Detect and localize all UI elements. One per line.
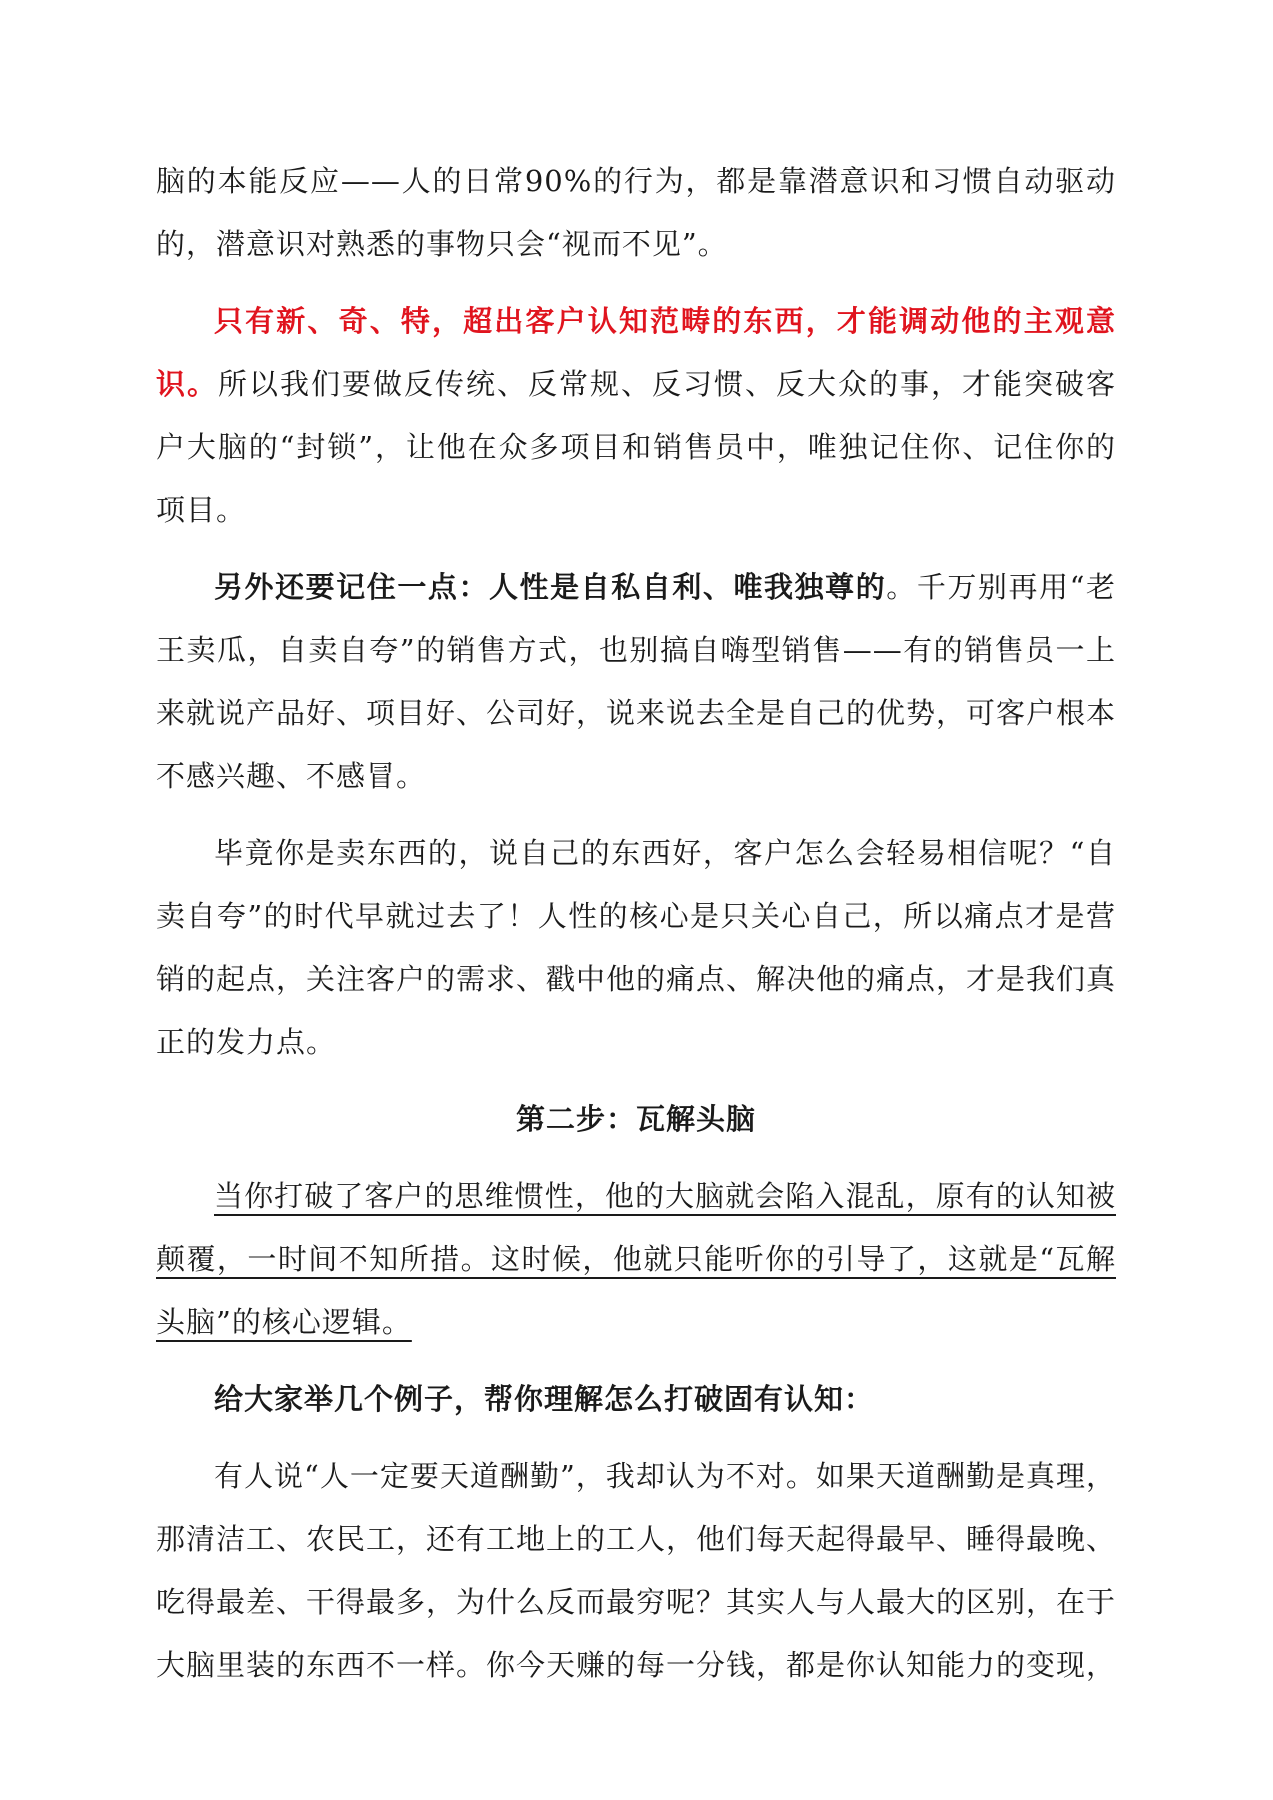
bold-key-point: 另外还要记住一点：人性是自私自利、唯我独尊的 [214,570,887,604]
paragraph-pain-point: 毕竟你是卖东西的，说自己的东西好，客户怎么会轻易相信呢？“自卖自夸”的时代早就过去了！人性的核心是只关心自己，所以痛点才是营销的起点，关注客户的需求、戳中他的痛点、解决他的痛点，才是我们真正的发力点。 [156,836,1117,1059]
paragraph-novelty [156,290,1116,542]
paragraph-human-nature [156,556,1116,808]
paragraph-examples-intro [156,1368,1116,1431]
paragraph-disrupt-mind [156,1165,1116,1354]
bold-intro: 给大家举几个例子，帮你理解怎么打破固有认知： [214,1382,875,1416]
document-page [156,150,1116,1711]
underlined-text: 当你打破了客户的思维惯性，他的大脑就会陷入混乱，原有的认知被颠覆，一时间不知所措。这时候，他就只能听你的引导了，这就是“瓦解头脑”的核心逻辑。 [156,1179,1116,1339]
paragraph-example-hard-work: 有人说“人一定要天道酬勤”，我却认为不对。如果天道酬勤是真理，那清洁工、农民工，还有工地上的工人，他们每天起得最早、睡得最晚、吃得最差、干得最多，为什么反而最穷呢？其实人与人最大的区别，在于大脑里装的东西不一样。你今天赚的每一分钱，都是你认知能力的变现， [156,1459,1117,1682]
paragraph-human-nature-rest: 。千万别再用“老王卖瓜，自卖自夸”的销售方式，也别搞自嗨型销售——有的销售员一上来就说产品好、项目好、公司好，说来说去全是自己的优势，可客户根本不感兴趣、不感冒。 [156,570,1117,793]
section-heading: 第二步：瓦解头脑 [515,1102,756,1136]
paragraph-novelty-rest: 所以我们要做反传统、反常规、反习惯、反大众的事，才能突破客户大脑的“封锁”，让他在众多项目和销售员中，唯独记住你、记住你的项目。 [156,367,1116,527]
paragraph-continuation: 脑的本能反应——人的日常90%的行为，都是靠潜意识和习惯自动驱动的，潜意识对熟悉的事物只会“视而不见”。 [156,164,1116,261]
highlighted-key-sentence: 只有新、奇、特，超出客户认知范畴的东西，才能调动他的主观意识。 [156,304,1116,401]
